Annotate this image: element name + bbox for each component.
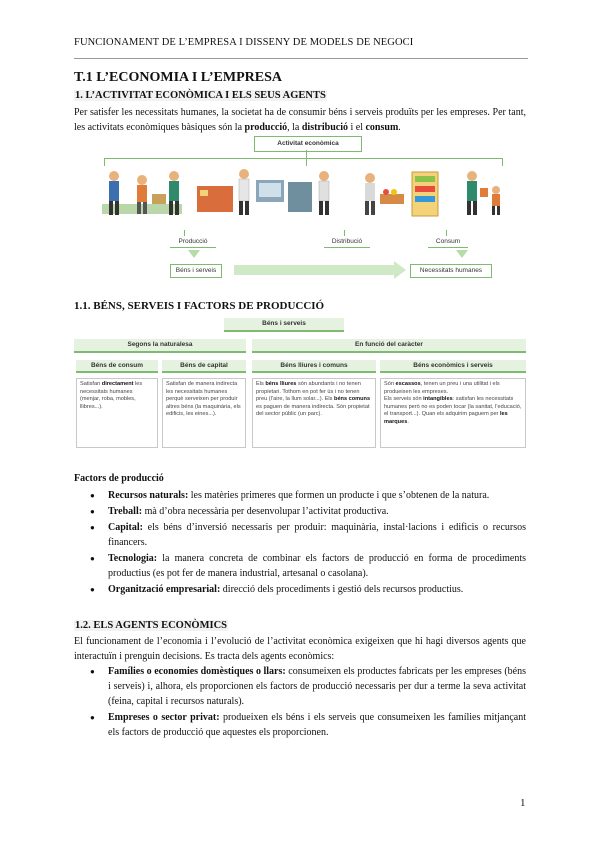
section-1-1-heading: 1.1. BÉNS, SERVEIS I FACTORS DE PRODUCCIÓ (74, 300, 325, 312)
section-1-paragraph: Per satisfer les necessitats humanes, la societat ha de consumir béns i serveis produïts per les empreses. Per tant, les activitats econòmiques bàsiques són la producció, la distribució i el consum. (74, 107, 526, 133)
connector (104, 158, 502, 159)
factors-list (90, 488, 526, 598)
section-1-2-heading: 1.2. ELS AGENTS ECONÒMICS (75, 620, 227, 631)
flow-arrow-head (394, 261, 406, 279)
list-item: ● Famílies o economies domèstiques o llars: consumeixen els productes fabricats per les empreses (béns i serveis) i, alhora, els proporcionen els factors de producció necessaris per dur a terme la seva activitat (feina, capital i recursos naturals). (90, 664, 526, 709)
list-item: ● Tecnologia: la manera concreta de combinar els factors de producció en forma de procediments productius (es pot fer de manera industrial, artesanal o casolana). (90, 551, 526, 581)
list-item: ● Recursos naturals: les matèries primeres que formen un producte i que s’obtenen de la natura. (90, 488, 526, 503)
goods-services-diagram (74, 318, 526, 458)
list-item: ● Empreses o sector privat: produeixen els béns i els serveis que consumeixen les famílies mitjançant els factors de producció que aquestes els proporcionen. (90, 710, 526, 740)
consumer-goods-text: Satisfan directament les necessitats humanes (menjar, roba, mobles, llibres...). (76, 378, 158, 448)
economic-goods-text: Són escassos, tenen un preu i una utilitat i els produeixen les empreses. Els serveis són intangibles: satisfan les necessitats humanes però no es poden tocar (la sanitat, l’educació, el transport...). Quan els adquirim paguem per les marques. (380, 378, 526, 448)
goods-services-box: Béns i serveis (170, 264, 222, 278)
capital-goods-header: Béns de capital (162, 360, 246, 373)
arrow-down (188, 250, 200, 258)
chapter-title: T.1 L’ECONOMIA I L’EMPRESA (74, 70, 282, 85)
free-common-goods-text: Els béns lliures són abundants i no tenen propietari. Tothom en pot fer ús i no tenen preu (l’aire, la llum solar...). Els béns comuns es paguen de manera indirecta. Són propietat del sector públic (un parc). (252, 378, 376, 448)
economic-activity-box: Activitat econòmica (254, 136, 362, 152)
flow-arrow (234, 265, 394, 275)
economic-activity-diagram (74, 136, 526, 286)
illustration-people (102, 164, 522, 230)
header-rule (74, 58, 528, 59)
factors-heading: Factors de producció (74, 473, 164, 484)
economic-goods-header: Béns econòmics i serveis (380, 360, 526, 373)
goods-services-header: Béns i serveis (224, 318, 344, 332)
list-item: ● Treball: mà d’obra necessària per desenvolupar l’activitat productiva. (90, 504, 526, 519)
by-nature-header: Segons la naturalesa (74, 339, 246, 353)
by-character-header: En funció del caràcter (252, 339, 526, 353)
production-label: Producció (170, 236, 216, 248)
agents-intro: El funcionament de l’economia i l’evolució de l’activitat econòmica exigeixen que hi hagi diversos agents que interactuïn i prenguin decisions. Es tracta dels agents econòmics: (74, 636, 526, 662)
consumer-goods-header: Béns de consum (76, 360, 158, 373)
agents-list (90, 664, 526, 741)
arrow-down (456, 250, 468, 258)
free-common-goods-header: Béns lliures i comuns (252, 360, 376, 373)
consumption-label: Consum (428, 236, 468, 248)
human-needs-box: Necessitats humanes (410, 264, 492, 278)
list-item: ● Capital: els béns d’inversió necessaris per produir: maquinària, instal·lacions i edificis o recursos financers. (90, 520, 526, 550)
connector (306, 150, 307, 158)
section-1-heading: 1. L’ACTIVITAT ECONÒMICA I ELS SEUS AGENTS (75, 90, 326, 101)
distribution-label: Distribució (324, 236, 370, 248)
capital-goods-text: Satisfan de manera indirecta les necessitats humanes perquè serveixen per produir altres béns (la maquinària, els edificis, les eines...). (162, 378, 246, 448)
running-header: FUNCIONAMENT DE L’EMPRESA I DISSENY DE MODELS DE NEGOCI (74, 37, 414, 48)
list-item: ● Organització empresarial: direcció dels procediments i gestió dels recursos productius. (90, 582, 526, 597)
page-number: 1 (520, 797, 526, 809)
